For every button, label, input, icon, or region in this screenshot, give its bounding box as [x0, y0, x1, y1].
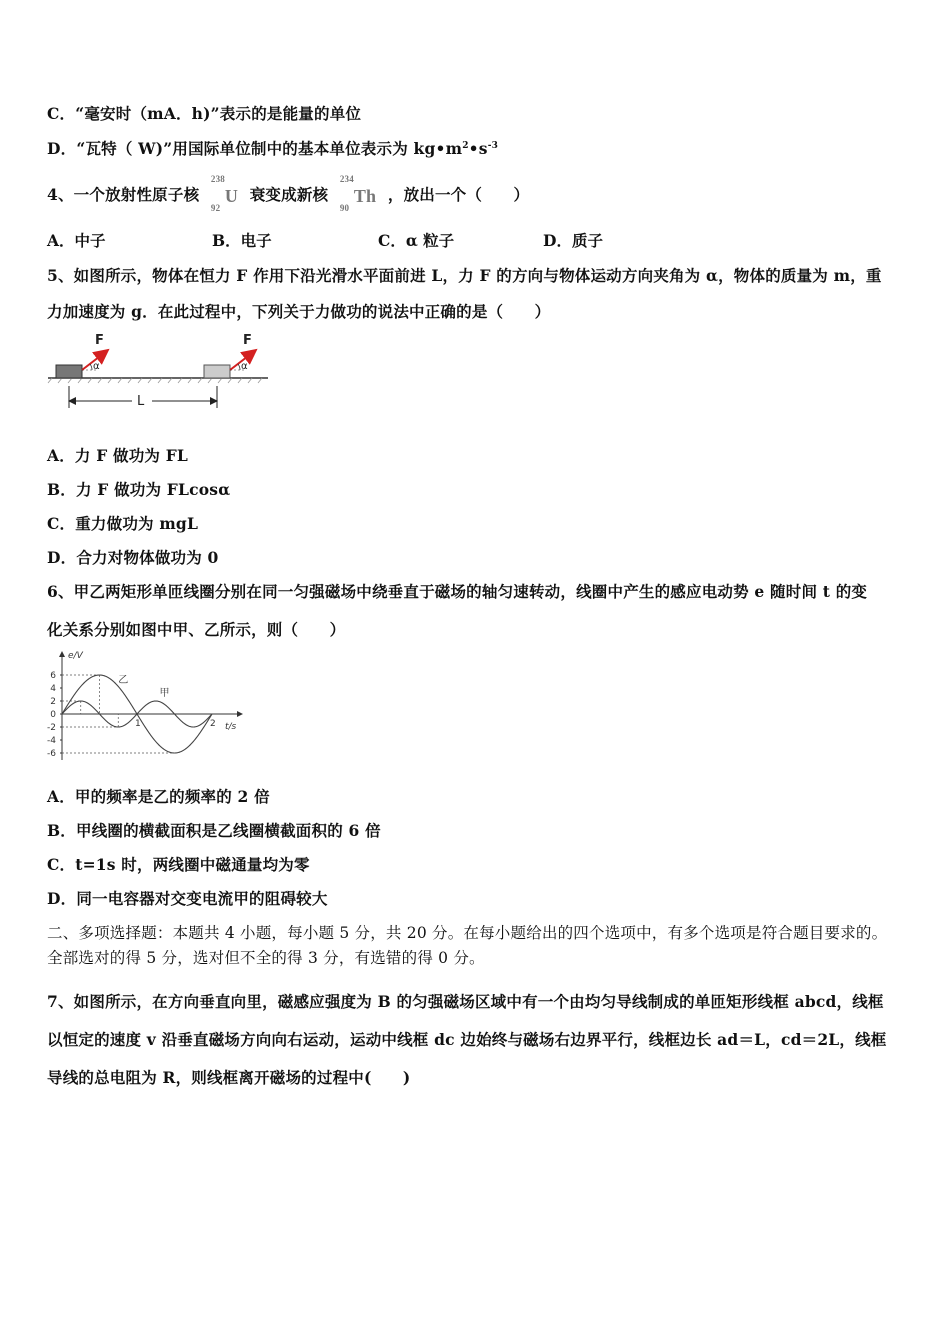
- thorium-nuclide: 234 90 Th: [339, 173, 377, 213]
- q5-option-a: A．力 F 做功为 FL: [47, 446, 189, 465]
- q5-option-c: C．重力做功为 mgL: [47, 514, 199, 533]
- q4-stem: 4、一个放射性原子核 238 92 U 衰变成新核 234 90 Th ，放出一个（ ）: [47, 173, 530, 213]
- angle-label-start: α: [93, 361, 100, 372]
- section2-instructions-line1: 二、多项选择题：本题共 4 小题，每小题 5 分，共 20 分。在每小题给出的四个选项中，有多个选项是符合题目要求的。: [47, 924, 888, 942]
- y-tick-label: 6: [50, 671, 56, 681]
- force-label-start: F: [95, 333, 104, 348]
- series-label-yi: 乙: [118, 674, 129, 686]
- x-tick-label: 1: [135, 719, 141, 729]
- y-tick-label: 0: [50, 710, 56, 720]
- q4-option-a: A．中子: [47, 231, 106, 250]
- y-tick-label: 2: [50, 697, 56, 707]
- q7-stem-line2: 以恒定的速度 v 沿垂直磁场方向向右运动，运动中线框 dc 边始终与磁场右边界平行，线框边长 ad＝L，cd＝2L，线框: [47, 1030, 887, 1049]
- q6-option-b: B．甲线圈的横截面积是乙线圈横截面积的 6 倍: [47, 821, 381, 840]
- q6-option-a: A．甲的频率是乙的频率的 2 倍: [47, 787, 270, 806]
- q4-option-b: B．电子: [212, 231, 272, 250]
- block-end: [204, 365, 230, 378]
- q3-option-d: D．“瓦特（ W)”用国际单位制中的基本单位表示为 $kg•m^2•s^{-3}$: [47, 139, 499, 158]
- x-tick-label: 2: [210, 719, 216, 729]
- y-tick-label: 4: [50, 684, 56, 694]
- q6-option-c: C．t=1s 时，两线圈中磁通量均为零: [47, 855, 310, 874]
- angle-label-end: α: [241, 361, 248, 372]
- q7-stem-line1: 7、如图所示，在方向垂直向里，磁感应强度为 B 的匀强磁场区域中有一个由均匀导线制成的单匝矩形线框 abcd，线框: [47, 992, 884, 1011]
- q5-option-b: B．力 F 做功为 FLcosα: [47, 480, 231, 499]
- q7-stem-line3: 导线的总电阻为 R，则线框离开磁场的过程中( ): [47, 1068, 411, 1087]
- q4-option-d: D．质子: [543, 231, 603, 250]
- q6-emf-chart: [44, 648, 254, 766]
- q5-stem-line1: 5、如图所示，物体在恒力 F 作用下沿光滑水平面前进 L，力 F 的方向与物体运动方向夹角为 α，物体的质量为 m，重: [47, 266, 882, 285]
- distance-label: L: [137, 394, 145, 409]
- angle-arc-end: [238, 364, 240, 370]
- block-start: [56, 365, 82, 378]
- x-axis-label: t/s: [225, 722, 237, 732]
- section2-instructions-line2: 全部选对的得 5 分，选对但不全的得 3 分，有选错的得 0 分。: [47, 949, 485, 967]
- q3-option-c: C．“毫安时（mA．h)”表示的是能量的单位: [47, 104, 362, 123]
- y-axis-label: e/V: [68, 651, 83, 661]
- q6-stem-line2: 化关系分别如图中甲、乙所示，则（ ）: [47, 620, 346, 639]
- uranium-nuclide: 238 92 U: [210, 173, 239, 213]
- q6-stem-line1: 6、甲乙两矩形单匝线圈分别在同一匀强磁场中绕垂直于磁场的轴匀速转动，线圈中产生的感应电动势 e 随时间 t 的变: [47, 582, 868, 601]
- angle-arc-start: [90, 364, 92, 370]
- q5-figure: [46, 330, 276, 412]
- y-tick-label: -2: [47, 723, 56, 733]
- series-label-jia: 甲: [159, 687, 170, 699]
- q5-option-d: D．合力对物体做功为 0: [47, 548, 219, 567]
- q4-option-c: C．α 粒子: [378, 231, 455, 250]
- q6-option-d: D．同一电容器对交变电流甲的阻碍较大: [47, 889, 328, 908]
- force-label-end: F: [243, 333, 252, 348]
- y-tick-label: -6: [47, 749, 56, 759]
- y-tick-label: -4: [47, 736, 56, 746]
- q5-stem-line2: 力加速度为 g．在此过程中，下列关于力做功的说法中正确的是（ ）: [47, 302, 551, 321]
